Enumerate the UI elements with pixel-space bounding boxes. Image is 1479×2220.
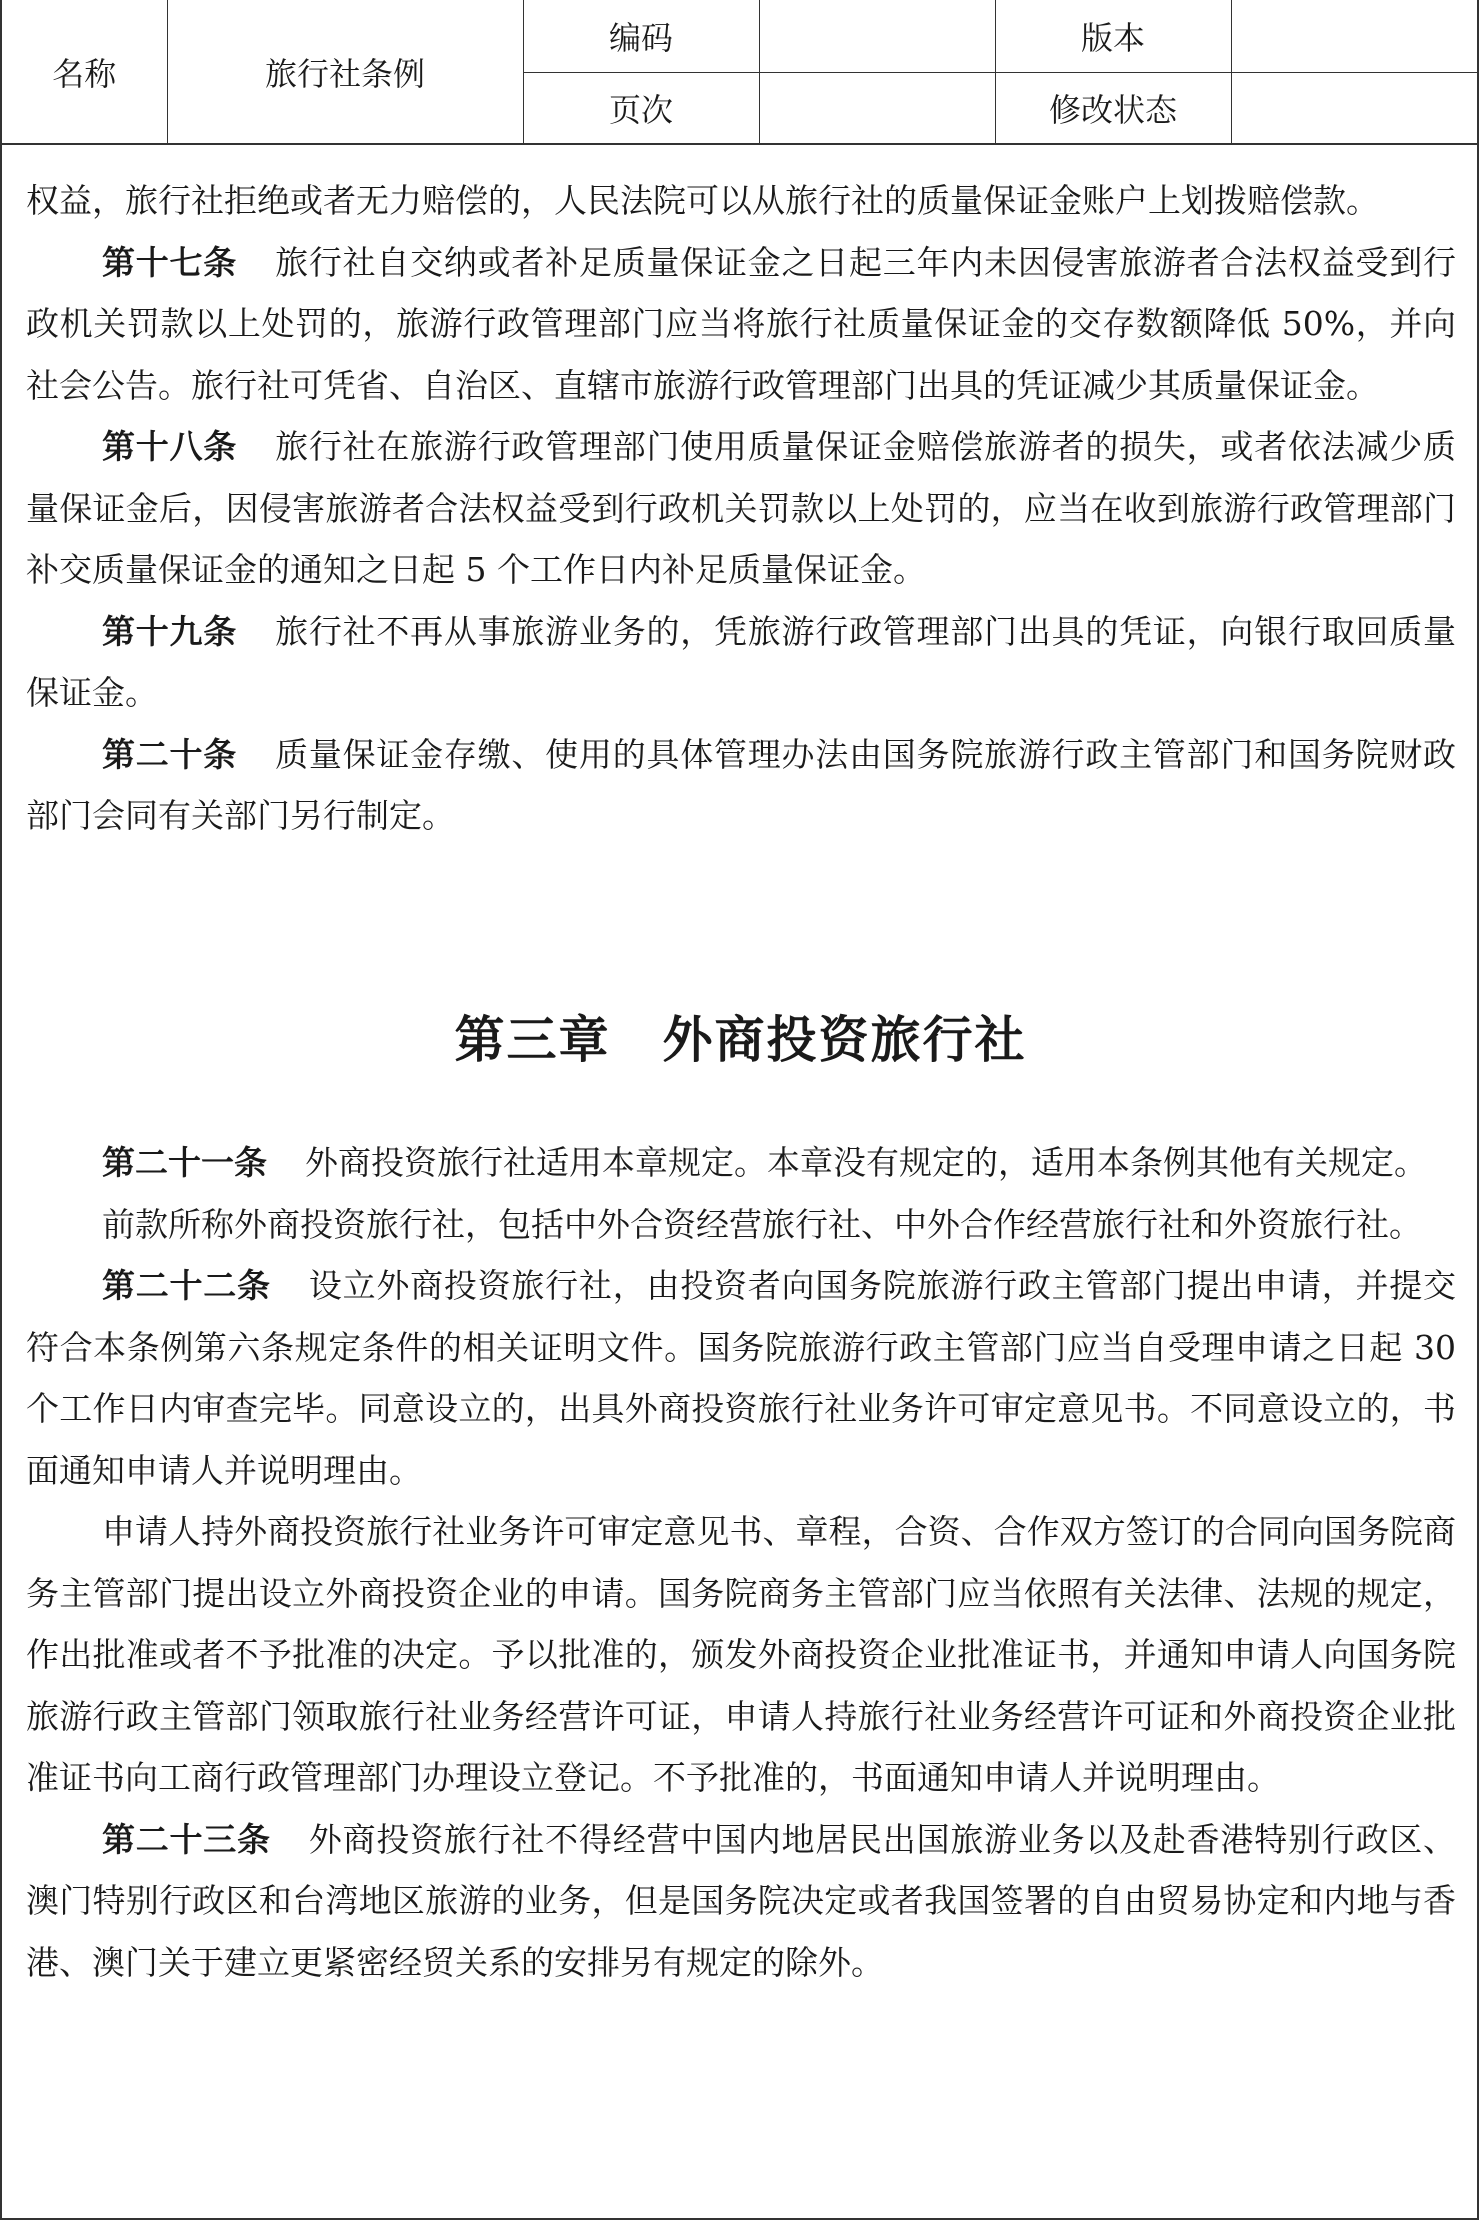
article-17-title: 第十七条: [102, 242, 238, 282]
article-22-title: 第二十二条: [102, 1266, 271, 1305]
article-23-text: 外商投资旅行社不得经营中国内地居民出国旅游业务以及赴香港特别行政区、澳门特别行政区和台湾地区旅游的业务，但是国务院决定或者我国签署的自由贸易协定和内地与香港、澳门关于建立更紧密经贸关系的安排另有规定的除外。: [26, 1819, 1457, 1982]
code-value: [759, 0, 995, 72]
page-label: 页次: [523, 72, 759, 144]
article-22: [26, 1255, 1456, 1501]
article-19: [26, 601, 1456, 724]
revision-value: [1231, 72, 1479, 144]
article-18: [26, 416, 1456, 601]
article-21-paragraph-2: 前款所称外商投资旅行社，包括中外合资经营旅行社、中外合作经营旅行社和外资旅行社。: [102, 1204, 1422, 1244]
body-section-1: [26, 170, 1456, 847]
revision-label: 修改状态: [995, 72, 1231, 144]
article-18-title: 第十八条: [102, 427, 238, 466]
code-label: 编码: [523, 0, 759, 72]
article-17-text: 旅行社自交纳或者补足质量保证金之日起三年内未因侵害旅游者合法权益受到行政机关罚款以上处罚的，旅游行政管理部门应当将旅行社质量保证金的交存数额降低 50%，并向社会公告。旅行社可凭省、自治区、直辖市旅游行政管理部门出具的凭证减少其质量保证金。: [26, 242, 1457, 405]
article-23: [26, 1809, 1456, 1994]
article-22-text: 设立外商投资旅行社，由投资者向国务院旅游行政主管部门提出申请，并提交符合本条例第六条规定条件的相关证明文件。国务院旅游行政主管部门应当自受理申请之日起 30 个工作日内审查完毕。同意设立的，出具外商投资旅行社业务许可审定意见书。不同意设立的，书面通知申请人并说明理由。: [26, 1266, 1457, 1490]
chapter-heading: [2, 1000, 1479, 1072]
chapter-title: 外商投资旅行社: [662, 1011, 1027, 1069]
chapter-number: 第三章: [454, 1011, 611, 1069]
article-20-text: 质量保证金存缴、使用的具体管理办法由国务院旅游行政主管部门和国务院财政部门会同有关部门另行制定。: [26, 734, 1457, 835]
article-17: [26, 232, 1456, 417]
body-section-2: [26, 1132, 1456, 1993]
article-21-title: 第二十一条: [102, 1143, 267, 1182]
article-19-text: 旅行社不再从事旅游业务的，凭旅游行政管理部门出具的凭证，向银行取回质量保证金。: [26, 611, 1457, 712]
article-18-text: 旅行社在旅游行政管理部门使用质量保证金赔偿旅游者的损失，或者依法减少质量保证金后，因侵害旅游者合法权益受到行政机关罚款以上处罚的，应当在收到旅游行政管理部门补交质量保证金的通知之日起 5 个工作日内补足质量保证金。: [26, 427, 1457, 589]
article-21: [26, 1132, 1456, 1194]
name-label: 名称: [2, 0, 167, 144]
document-header-table: [2, 0, 1479, 145]
article-22-paragraph-2: 申请人持外商投资旅行社业务许可审定意见书、章程，合资、合作双方签订的合同向国务院商务主管部门提出设立外商投资企业的申请。国务院商务主管部门应当依照有关法律、法规的规定，作出批准或者不予批准的决定。予以批准的，颁发外商投资企业批准证书，并通知申请人向国务院旅游行政主管部门领取旅行社业务经营许可证，申请人持旅行社业务经营许可证和外商投资企业批准证书向工商行政管理部门办理设立登记。不予批准的，书面通知申请人并说明理由。: [26, 1512, 1456, 1797]
version-label: 版本: [995, 0, 1231, 72]
article-23-title: 第二十三条: [102, 1819, 271, 1859]
version-value: [1231, 0, 1479, 72]
name-value: 旅行社条例: [167, 0, 523, 144]
article-20-title: 第二十条: [102, 734, 238, 774]
continuation-paragraph: 权益，旅行社拒绝或者无力赔偿的，人民法院可以从旅行社的质量保证金账户上划拨赔偿款。: [26, 181, 1379, 220]
article-21-text: 外商投资旅行社适用本章规定。本章没有规定的，适用本条例其他有关规定。: [305, 1143, 1427, 1182]
article-20: [26, 724, 1456, 847]
page-value: [759, 72, 995, 144]
article-19-title: 第十九条: [102, 611, 238, 651]
